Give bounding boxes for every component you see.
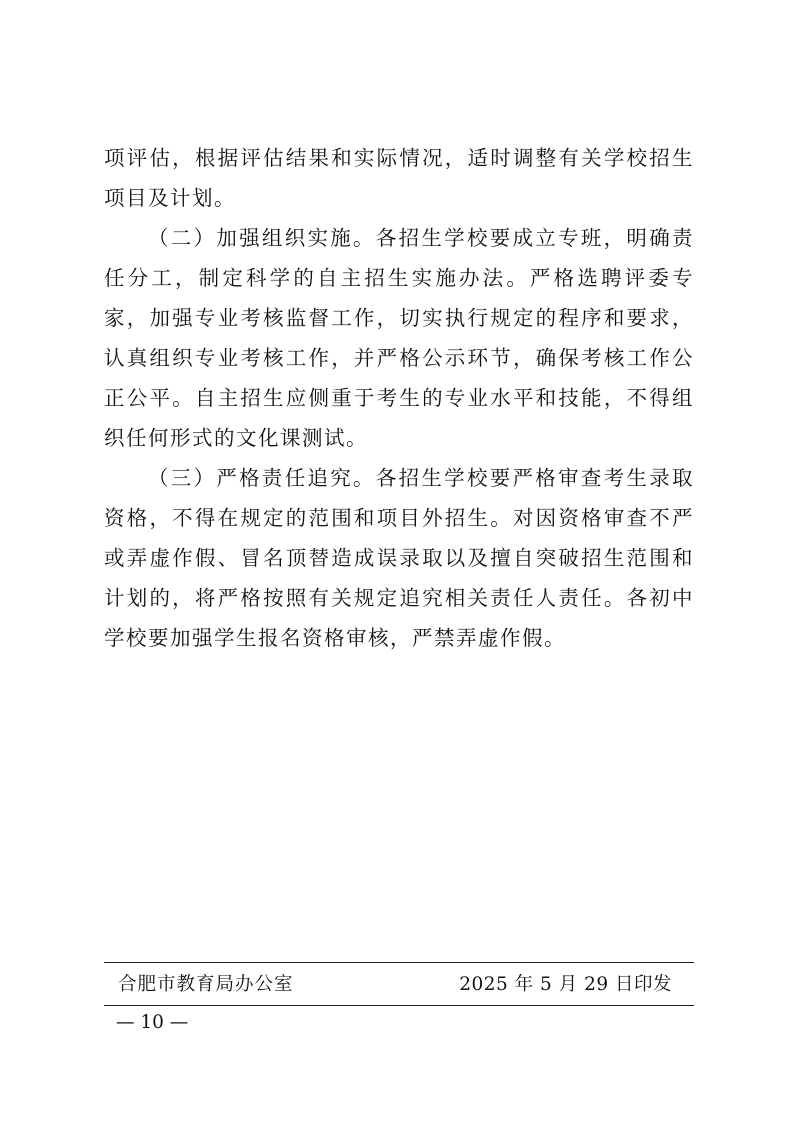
footer-issue-date: 2025 年 5 月 29 日印发 bbox=[459, 974, 672, 995]
page-number: — 10 — bbox=[116, 1012, 189, 1033]
paragraph-accountability: （三）严格责任追究。各招生学校要严格审查考生录取资格，不得在规定的范围和项目外招生。对因资格审查不严或弄虚作假、冒名顶替造成误录取以及擅自突破招生范围和计划的，将严格按照有关规定追究相关责任人责任。各初中学校要加强学生报名资格审核，严禁弄虚作假。 bbox=[104, 466, 694, 650]
paragraph-continuation: 项评估，根据评估结果和实际情况，适时调整有关学校招生项目及计划。 bbox=[104, 146, 694, 210]
footer-bottom-rule bbox=[104, 1005, 694, 1006]
paragraph-organization: （二）加强组织实施。各招生学校要成立专班，明确责任分工，制定科学的自主招生实施办法。严格选聘评委专家，加强专业考核监督工作，切实执行规定的程序和要求，认真组织专业考核工作，并严格公示环节，确保考核工作公正公平。自主招生应侧重于考生的专业水平和技能，不得组织任何形式的文化课测试。 bbox=[104, 226, 694, 450]
footer-issuer: 合肥市教育局办公室 bbox=[118, 974, 294, 995]
document-body bbox=[104, 138, 694, 658]
footer-top-rule bbox=[104, 962, 694, 963]
